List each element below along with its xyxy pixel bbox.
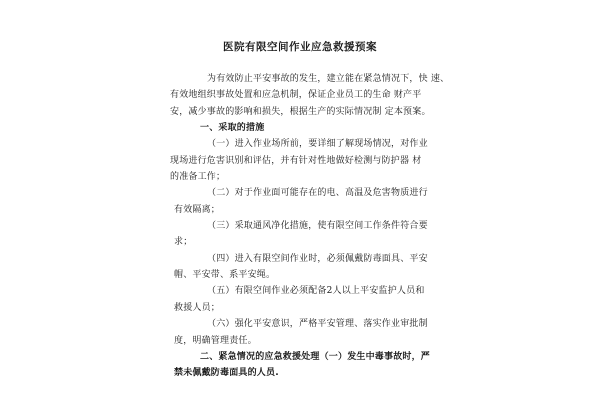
section-heading: 一、采取的措施 [200,123,265,134]
section-heading-continuation: 禁未佩戴防毒面具的人员. [174,368,279,379]
list-item-line: 有效隔离； [174,204,221,215]
section-heading: 二、紧急情况的应急救援处理（一）发生中毒事故时，严 [200,351,431,362]
list-item-line: （五）有限空间作业必须配备2人以上平安监护人员和 [207,286,425,297]
list-item-line: （四）进入有限空间作业时，必须佩戴防毒面具、平安 [207,253,428,264]
list-item-line: （三）采取通风净化措施，使有限空间工作条件符合要 [207,221,428,232]
list-item-line: 帽、平安带、系平安绳。 [174,270,276,281]
intro-line: 有效地组织事故处置和应急机制，保证企业员工的生命 财产平 [170,90,422,101]
list-item-line: （六）强化平安意识，严格平安管理、落实作业审批制 [207,319,428,330]
list-item-line: 度，明确管理责任。 [174,335,257,346]
intro-line: 为有效防止平安事故的发生，建立能在紧急情况下，快 速、 [207,74,450,84]
list-item-line: 的准备工作； [170,172,226,183]
list-item-line: 求； [174,237,193,248]
list-item-line: （一）进入作业场所前，要详细了解现场情况，对作业 [207,139,428,150]
document-body [170,71,450,382]
page-title: 医院有限空间作业应急救援预案 [223,41,377,53]
list-item-line: （二）对于作业面可能存在的电、高温及危害物质进行 [207,188,428,199]
intro-line: 安，减少事故的影响和损失，根据生产的实际情况制 定本预案。 [170,106,431,117]
list-item-line: 现场进行危害识别和评估，并有针对性地做好检测与防护器 材 [170,155,422,166]
list-item-line: 救援人员； [174,302,221,313]
